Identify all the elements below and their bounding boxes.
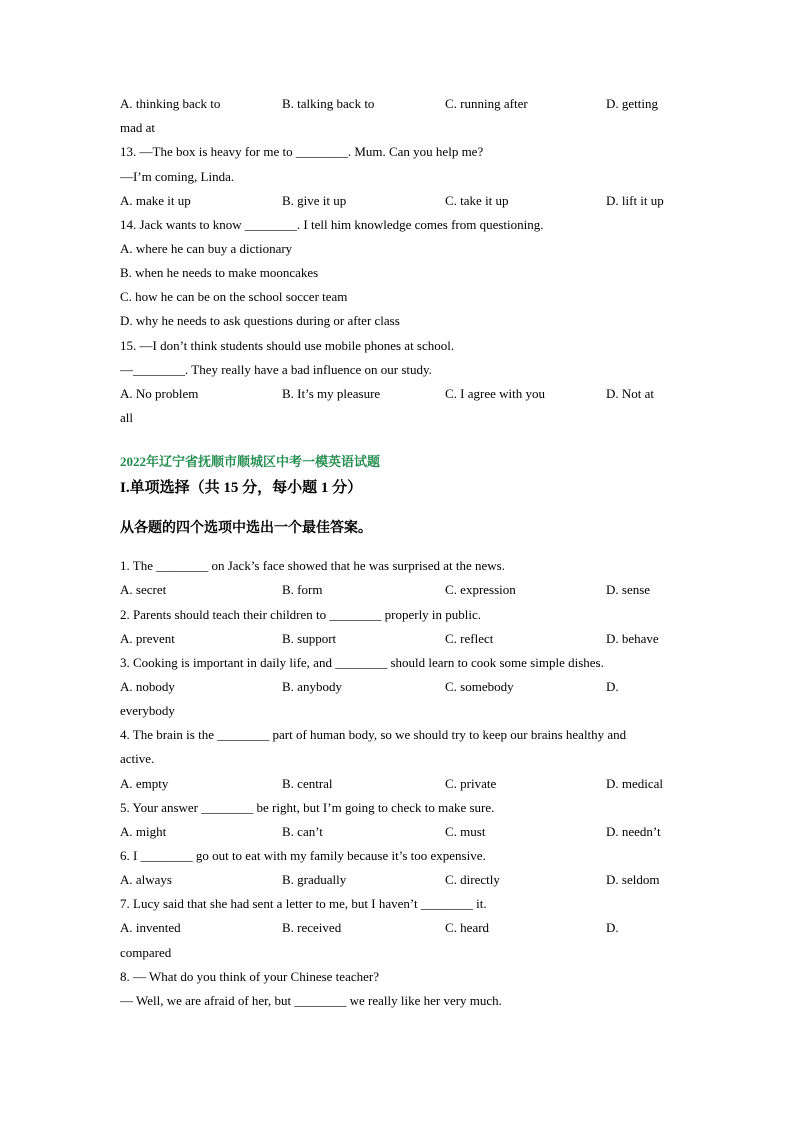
q3-option-d-continued: everybody <box>120 703 175 718</box>
section-instruction: 从各题的四个选项中选出一个最佳答案。 <box>120 521 372 536</box>
q1-option-d: D. sense <box>606 582 651 597</box>
q13-option-a: A. make it up <box>120 193 191 208</box>
q7-option-a: A. invented <box>120 920 181 935</box>
q2-option-a: A. prevent <box>120 631 175 646</box>
q3-option-c: C. somebody <box>445 679 514 694</box>
q6-option-d: D. seldom <box>606 872 660 887</box>
q2-option-d: D. behave <box>606 631 659 646</box>
q5-option-c: C. must <box>445 824 486 839</box>
q14-option-c: C. how he can be on the school soccer team <box>120 289 348 304</box>
q12-option-a: A. thinking back to <box>120 96 221 111</box>
q2-stem: 2. Parents should teach their children to ________ properly in public. <box>120 607 482 622</box>
q15-option-a: A. No problem <box>120 386 199 401</box>
q8-reply: — Well, we are afraid of her, but ________ we really like her very much. <box>120 993 502 1008</box>
q5-option-d: D. needn’t <box>606 824 661 839</box>
q3-option-a: A. nobody <box>120 679 175 694</box>
q3-option-b: B. anybody <box>282 679 342 694</box>
q15-option-d-continued: all <box>120 410 133 425</box>
q6-stem: 6. I ________ go out to eat with my family because it’s too expensive. <box>120 848 486 863</box>
q1-option-a: A. secret <box>120 582 167 597</box>
q12-option-c: C. running after <box>445 96 528 111</box>
q13-stem: 13. —The box is heavy for me to ________. Mum. Can you help me? <box>120 144 484 159</box>
q3-option-d: D. <box>606 679 619 694</box>
q5-option-a: A. might <box>120 824 167 839</box>
q7-option-d-continued: compared <box>120 945 172 960</box>
q14-option-a: A. where he can buy a dictionary <box>120 241 293 256</box>
q8-stem: 8. — What do you think of your Chinese teacher? <box>120 969 379 984</box>
q14-stem: 14. Jack wants to know ________. I tell him knowledge comes from questioning. <box>120 217 544 232</box>
q4-stem: 4. The brain is the ________ part of human body, so we should try to keep our brains healthy and <box>120 727 627 742</box>
q14-option-b: B. when he needs to make mooncakes <box>120 265 319 280</box>
q6-option-b: B. gradually <box>282 872 347 887</box>
q14-option-d: D. why he needs to ask questions during or after class <box>120 313 400 328</box>
q3-stem: 3. Cooking is important in daily life, and ________ should learn to cook some simple dishes. <box>120 655 604 670</box>
q13-option-d: D. lift it up <box>606 193 664 208</box>
q7-option-b: B. received <box>282 920 342 935</box>
q4-option-a: A. empty <box>120 776 169 791</box>
q4-stem-continued: active. <box>120 751 155 766</box>
q7-stem: 7. Lucy said that she had sent a letter to me, but I haven’t ________ it. <box>120 896 487 911</box>
q2-option-b: B. support <box>282 631 337 646</box>
section-heading: I.单项选择（共 15 分，每小题 1 分） <box>120 480 363 496</box>
q1-option-b: B. form <box>282 582 323 597</box>
q15-reply: —________. They really have a bad influence on our study. <box>120 362 432 377</box>
q4-option-b: B. central <box>282 776 333 791</box>
q13-option-b: B. give it up <box>282 193 347 208</box>
q2-option-c: C. reflect <box>445 631 494 646</box>
q15-stem: 15. —I don’t think students should use mobile phones at school. <box>120 338 455 353</box>
q6-option-a: A. always <box>120 872 172 887</box>
q12-option-d: D. getting <box>606 96 658 111</box>
q4-option-c: C. private <box>445 776 497 791</box>
q7-option-d: D. <box>606 920 619 935</box>
q7-option-c: C. heard <box>445 920 490 935</box>
exam-title: 2022年辽宁省抚顺市顺城区中考一模英语试题 <box>120 454 381 469</box>
q15-option-c: C. I agree with you <box>445 386 546 401</box>
q1-stem: 1. The ________ on Jack’s face showed that he was surprised at the news. <box>120 558 505 573</box>
q13-reply: —I’m coming, Linda. <box>120 169 235 184</box>
q5-option-b: B. can’t <box>282 824 323 839</box>
q13-option-c: C. take it up <box>445 193 509 208</box>
q12-option-b: B. talking back to <box>282 96 375 111</box>
q15-option-b: B. It’s my pleasure <box>282 386 381 401</box>
q5-stem: 5. Your answer ________ be right, but I’m going to check to make sure. <box>120 800 495 815</box>
q12-option-d-continued: mad at <box>120 120 156 135</box>
q15-option-d: D. Not at <box>606 386 655 401</box>
q6-option-c: C. directly <box>445 872 500 887</box>
q4-option-d: D. medical <box>606 776 664 791</box>
q1-option-c: C. expression <box>445 582 516 597</box>
